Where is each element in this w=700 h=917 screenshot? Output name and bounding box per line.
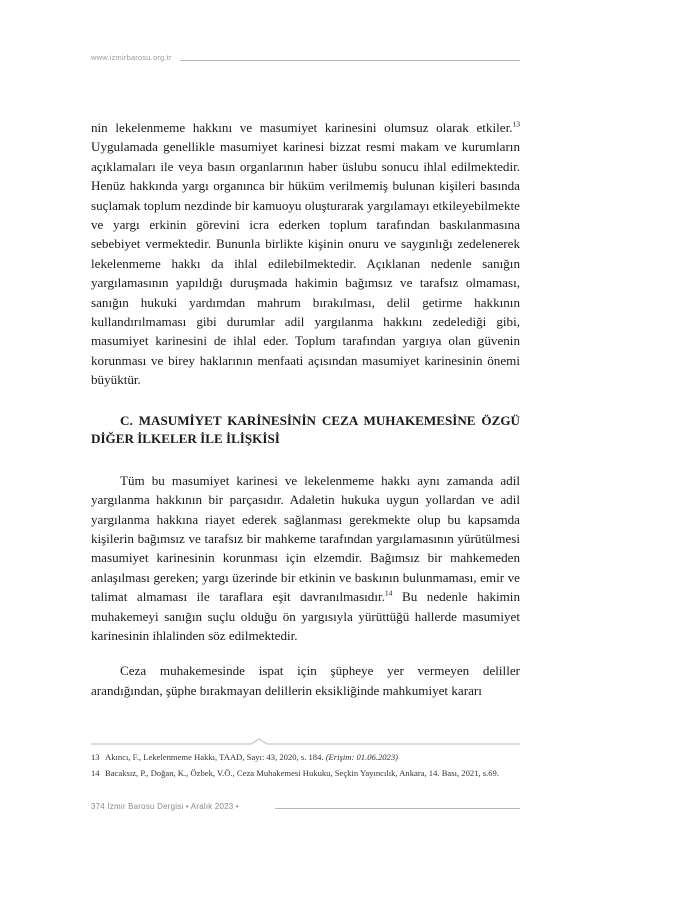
footnote-ref-13[interactable]: 13 [512,119,520,129]
header-rule [180,60,520,61]
body-paragraph-1 [91,118,520,390]
footnote-14 [91,768,520,780]
paragraph-text: Bu nedenle hakimin muhakemeyi sanığın suçlu olduğu ön yargısıyla yürüttüğü hallerde masumiyet karinesinin ihlalinden söz edilmektedir. [91,589,520,643]
footnote-divider [91,738,520,750]
paragraph-text: Tüm bu masumiyet karinesi ve lekelenmeme hakkı aynı zamanda adil yargılanma hakkının bir parçasıdır. Adaletin hukuka uygun yollardan ve adil yargılanma hakkına riayet ederek sağlanması gerekmekte olup bu kapsamda kişilerin bağımsız ve tarafsız bir mahkeme tarafından yargılamasının yürütülmesi masumiyet karinesinin korunması için elzemdir. Bağımsız bir mahkemeden anlaşılması gereken; yargı üzerinde bir etkinin ve baskının bulunmaması, emir ve talimat almaması ile taraflara eşit davranılmasıdır. [91,472,520,605]
footnote-text: Bacaksız, P., Doğan, K., Özbek, V.Ö., Ceza Muhakemesi Hukuku, Seçkin Yayıncılık, Ankara, 14. Bası, 2021, s.69. [105,767,499,778]
body-paragraph-3: Ceza muhakemesinde ispat için şüpheye yer vermeyen deliller arandığından, şüphe bırakmayan delillerin eksikliğinde mahkumiyet kararı [91,663,520,698]
footnote-number: 14 [91,767,100,778]
body-paragraph-2 [91,471,520,646]
footnotes [91,752,520,783]
footnote-13 [91,752,520,764]
section-heading: C. MASUMİYET KARİNESİNİN CEZA MUHAKEMESİNE ÖZGÜ DİĞER İLKELER İLE İLİŞKİSİ [91,412,520,447]
article-body [91,118,520,700]
header-url: www.izmirbarosu.org.tr [91,53,172,62]
footer-rule [275,808,520,809]
footnote-access-date: (Erişim: 01.06.2023) [325,752,399,762]
page-footer: 374 İzmir Barosu Dergisi • Aralık 2023 • [91,802,239,811]
paragraph-text: nin lekelenmeme hakkını ve masumiyet karinesini olumsuz olarak etkiler. [91,120,513,135]
paragraph-text: Uygulamada genellikle masumiyet karinesi bizzat resmi makam ve kurumların açıklamaları ile veya basın organlarının haber üslubu sonucu ihlal edilmektedir. Henüz hakkında yargı organınca bir hüküm verilmemiş bulunan kişileri basında suçlamak toplum nezdinde bir kamuoyu oluşturarak yargılamayı etkileyebilmekte ve yargı erkinin görevini icra ederken toplum tarafından baskılanmasına sebebiyet vermektedir. Bununla birlikte kişinin onuru ve saygınlığı zedelenerek lekelenmeme hakkı da ihlal edilebilmektedir. Açıklanan nedenle sanığın yargılamasının yapıldığı duruşmada hakimin bağımsız ve tarafsız olmaması, sanığın hukuki yardımdan mahrum bırakılması, delil getirme hakkının kullandırılmaması gibi durumlar adil yargılanma hakkını zedelediği gibi, masumiyet karinesini de ihlal eder. Toplum tarafından yargıya olan güvenin korunması ve birey haklarının menfaati açısından masumiyet karinesinin önemi büyüktür. [91,139,520,388]
footnote-text: Akıncı, F., Lekelenmeme Hakkı, TAAD, Sayı: 43, 2020, s. 184. (Erişim: 01.06.2023) [105,752,399,762]
footnote-number: 13 [91,752,100,762]
footnote-ref-14[interactable]: 14 [384,588,393,598]
